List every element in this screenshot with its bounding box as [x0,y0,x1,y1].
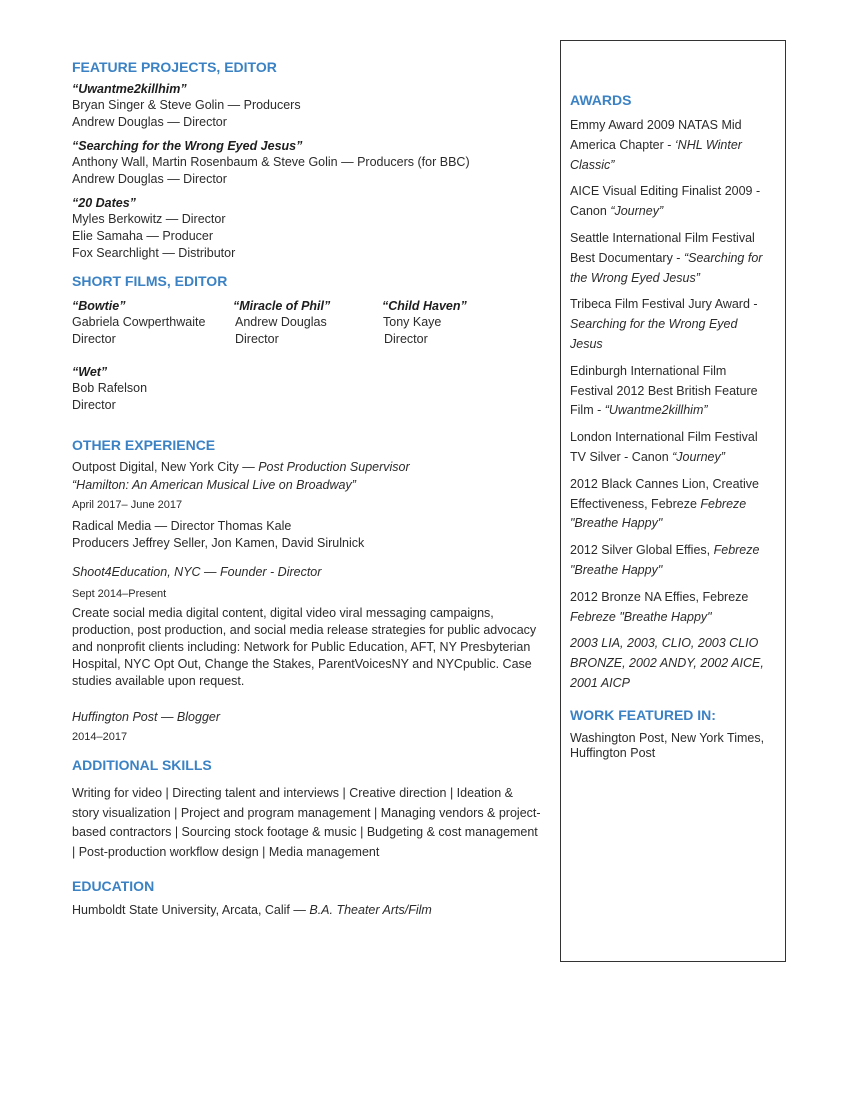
short-films-row [72,298,542,348]
award-text: Emmy Award 2009 NATAS Mid America Chapter - [570,118,742,152]
education-line [72,902,542,919]
award-text: 2012 Bronze NA Effies, Febreze [570,589,749,604]
feature-projects-heading: FEATURE PROJECTS, EDITOR [72,59,277,75]
experience-entry [72,709,542,745]
project-credit: Elie Samaha — Producer [72,229,214,243]
award-item [570,295,770,354]
award-item [570,229,770,288]
skills-text: Writing for video | Directing talent and interviews | Creative direction | Ideation & story visualization | Project and program management | Managing vendors & project-based contractors | Sourcing stock footage & music | Budgeting & cost management | Post-production workflow design | Media management [72,786,541,860]
experience-title-line [72,564,542,581]
award-text: AICE Visual Editing Finalist 2009 - Canon [570,184,761,219]
award-text: Seattle International Film Festival Best Documentary - [570,230,755,265]
award-item [570,362,770,421]
feature-project [72,81,542,131]
award-work: Febreze "Breathe Happy" [570,496,747,531]
skills-heading: ADDITIONAL SKILLS [72,757,212,773]
role: Blogger [176,710,221,724]
award-text: Edinburgh International Film Festival 2012 Best British Feature Film - [570,363,758,418]
award-work: ‘NHL Winter Classic” [570,137,742,172]
award-work: Febreze "Breathe Happy" [570,543,760,577]
company: Shoot4Education, NYC — [72,565,220,579]
role: Post Production Supervisor [258,460,410,474]
award-item [570,428,770,468]
experience-detail: Radical Media — Director Thomas Kale [72,519,292,533]
experience-entry [72,564,542,690]
short-film-role: Director [384,332,428,346]
short-film-role: Director [72,332,116,346]
experience-project: “Hamilton: An American Musical Live on Broadway” [72,478,356,492]
short-film-director: Bob Rafelson [72,381,148,395]
main-column [72,56,542,919]
feature-project [72,138,542,188]
project-title: “Uwantme2killhim” [72,82,187,96]
short-film-director: Gabriela Cowperthwaite [72,315,206,329]
project-credit: Anthony Wall, Martin Rosenbaum & Steve Golin — Producers (for BBC) [72,155,470,169]
short-film [233,298,330,348]
short-film-title: “Wet” [72,365,108,379]
experience-title-line [72,459,542,476]
short-film-title: “Child Haven” [382,299,467,313]
award-item [570,182,770,222]
award-work: “Searching for the Wrong Eyed Jesus” [570,250,763,285]
short-film-director: Andrew Douglas [235,315,327,329]
project-credit: Andrew Douglas — Director [72,115,227,129]
award-work: Searching for the Wrong Eyed Jesus [570,317,738,351]
project-credit: Andrew Douglas — Director [72,172,227,186]
feature-project [72,195,542,262]
degree: B.A. Theater Arts/Film [309,902,432,917]
experience-dates: April 2017– June 2017 [72,499,183,511]
award-item [570,541,770,581]
short-film-title: “Miracle of Phil” [233,299,331,313]
project-credit: Fox Searchlight — Distributor [72,246,236,260]
award-item [570,475,770,534]
other-experience-heading: OTHER EXPERIENCE [72,437,216,453]
company: Outpost Digital, New York City — [72,460,259,474]
experience-title-line [72,709,542,726]
short-films-heading: SHORT FILMS, EDITOR [72,273,228,289]
experience-entry [72,459,542,552]
awards-sidebar [560,40,786,962]
role: Founder - Director [220,565,322,579]
award-text: 2012 Silver Global Effies, [570,543,714,558]
award-text: 2012 Black Cannes Lion, Creative Effectiveness, Febreze [570,476,760,511]
award-item [570,116,770,175]
award-item [570,634,770,693]
project-title: “20 Dates” [72,196,136,210]
experience-description: Create social media digital content, digital video viral messaging campaigns, production, post production, and social media release strategies for public advocacy and nonprofit clients including: Network for Public Education, AFT, NY Presbyterian Hospital, NYC Opt Out, Change the Stakes, ParentVoicesNY and NYCpublic. Case studies available upon request. [72,606,537,688]
company: Huffington Post — [72,710,177,724]
award-item [570,588,770,628]
award-work: “Journey” [672,449,725,464]
award-work: Febreze "Breathe Happy" [570,609,712,624]
award-text: Tribeca Film Festival Jury Award - [570,297,758,312]
award-text: London International Film Festival TV Silver - Canon [570,430,758,464]
awards-heading: AWARDS [570,92,632,108]
project-title: “Searching for the Wrong Eyed Jesus” [72,139,303,153]
award-work: “Uwantme2killhim” [604,403,708,418]
short-film-role: Director [72,398,116,412]
award-work: “Journey” [610,204,664,219]
awards-sidebar-content [570,91,770,762]
short-film-director: Tony Kaye [383,315,442,329]
short-film-title: “Bowtie” [72,299,126,313]
awards-list [570,116,770,694]
project-credit: Bryan Singer & Steve Golin — Producers [72,98,301,112]
short-film-role: Director [235,332,279,346]
work-featured-heading: WORK FEATURED IN: [570,706,716,723]
school: Humboldt State University, Arcata, Calif — [72,902,310,917]
experience-detail: Producers Jeffrey Seller, Jon Kamen, David Sirulnick [72,536,365,550]
short-film [382,298,467,348]
short-film [72,298,205,348]
education-heading: EDUCATION [72,877,155,894]
experience-dates: Sept 2014–Present [72,588,167,600]
short-film [72,364,542,414]
award-work: 2003 LIA, 2003, CLIO, 2003 CLIO BRONZE, 2002 ANDY, 2002 AICE, 2001 AICP [570,636,764,690]
experience-dates: 2014–2017 [72,731,128,743]
work-featured-text: Washington Post, New York Times, Huffington Post [570,730,765,761]
project-credit: Myles Berkowitz — Director [72,212,226,226]
